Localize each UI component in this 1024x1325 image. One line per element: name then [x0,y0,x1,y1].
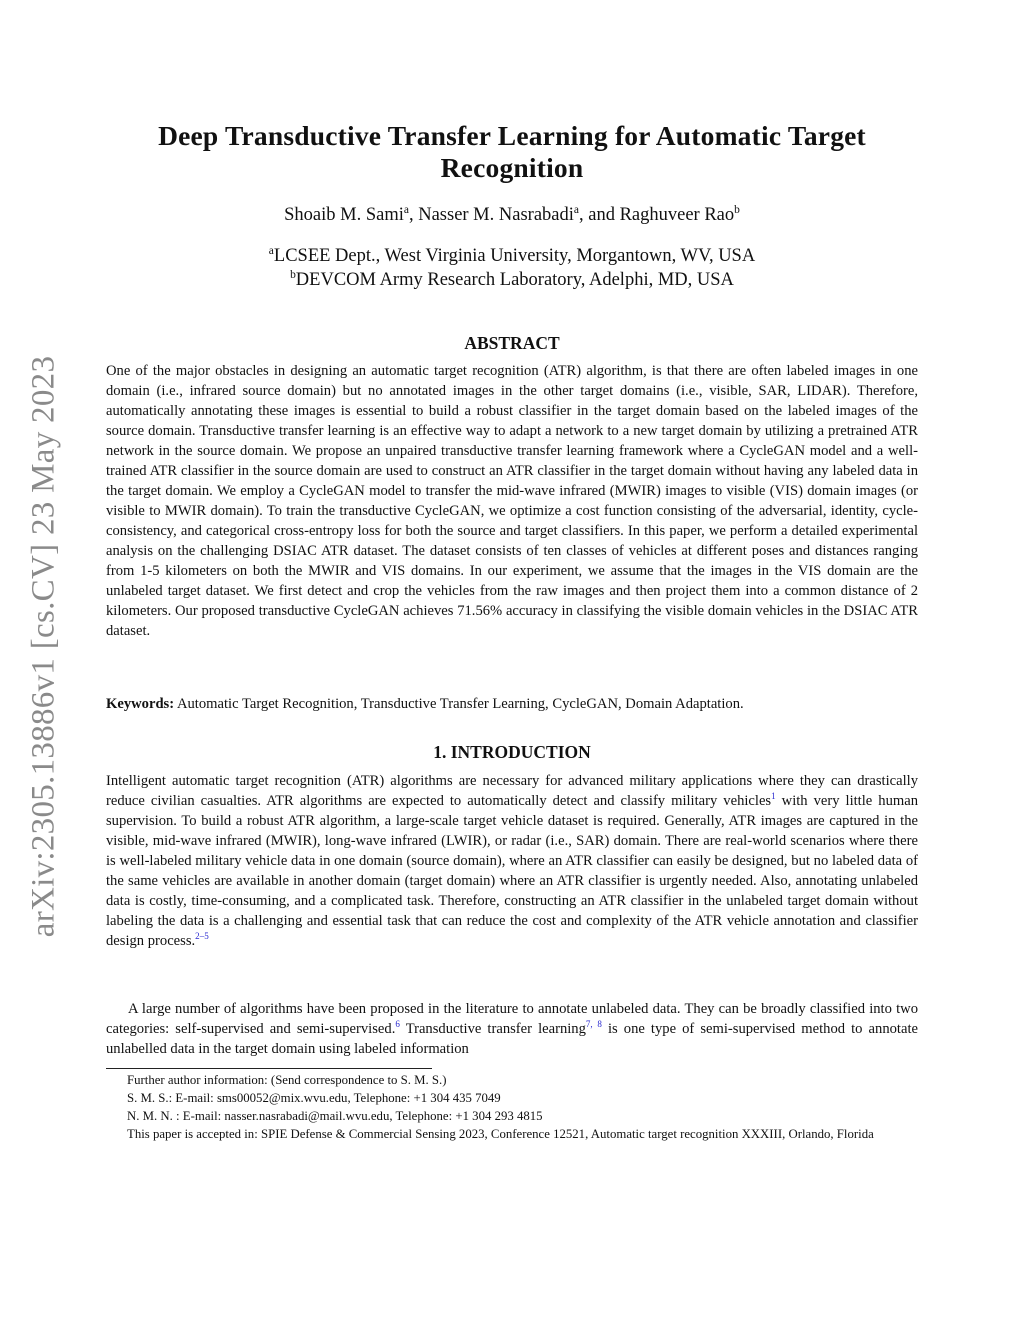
footnote-divider [106,1068,432,1069]
author-name: Shoaib M. Sami [284,205,404,225]
author-separator: , and [578,205,620,225]
citation-link[interactable]: 7, 8 [585,1019,602,1030]
intro-paragraph-1 [106,771,918,951]
paragraph-text: Transductive transfer learning [399,1021,586,1037]
affiliation-text: LCSEE Dept., West Virginia University, Morgantown, WV, USA [273,246,756,266]
citation-link[interactable]: 1 [771,791,776,802]
abstract-heading: ABSTRACT [464,333,560,353]
arxiv-side-stamp [24,348,64,944]
author-name: Raghuveer Rao [619,205,735,225]
paragraph-text: A large number of algorithms have been proposed in the literature to annotate unlabeled data. They can be broadly classified into two categories: self-supervised and semi-supervised. [106,1001,918,1037]
intro-paragraph-2 [106,999,918,1059]
affiliation-mark: a [573,203,579,216]
citation-link[interactable]: 6 [395,1019,400,1030]
author-name: Nasser M. Nasrabadi [418,205,574,225]
author-list [106,205,918,226]
footnote-block [106,1071,918,1143]
arxiv-identifier: arXiv:2305.13886v1 [cs.CV] 23 May 2023 [25,355,62,937]
author-separator: , [408,205,419,225]
affiliation-mark: b [734,203,740,216]
affiliation-mark: b [290,268,296,281]
affiliation-line [106,270,918,291]
affiliation-line [106,246,918,267]
paragraph-text: with very little human supervision. To build a robust ATR algorithm, a large-scale target vehicle dataset is required. Generally, ATR images are captured in the visible, mid-wave infrared (MWIR), long-wave infrared (LWIR), or radar (i.e., SAR) domain. There are real-world scenarios where there is well-labeled military vehicle data in one domain (source domain), where an ATR classifier can easily be designed, but no labeled data of the same vehicles are available in another domain (target domain) where an ATR classifier is urgently needed. Also, annotating unlabeled data is costly, time-consuming, and a complicated task. Therefore, constructing an ATR classifier in the unlabeled target domain without labeling the data is a challenging and essential task that can reduce the cost and complexity of the ATR vehicle annotation and classifier design process. [106,793,918,949]
footnote: Further author information: (Send correspondence to S. M. S.) [127,1073,447,1087]
paper-title: Deep Transductive Transfer Learning for Automatic Target Recognition [158,120,866,183]
footnote: This paper is accepted in: SPIE Defense & Commercial Sensing 2023, Conference 12521, Automatic target recognition XXXIII, Orlando, Florida [127,1127,874,1141]
citation-link[interactable]: 2–5 [195,931,209,942]
keywords-line [106,694,918,714]
affiliation-text: DEVCOM Army Research Laboratory, Adelphi, MD, USA [295,270,734,290]
footnote: S. M. S.: E-mail: sms00052@mix.wvu.edu, Telephone: +1 304 435 7049 [127,1091,501,1105]
keywords-label: Keywords: [106,696,175,712]
keywords-text: Automatic Target Recognition, Transductive Transfer Learning, CycleGAN, Domain Adaptation. [176,696,744,712]
section-heading-introduction: 1. INTRODUCTION [433,742,591,762]
affiliation-mark: a [268,244,274,257]
paragraph-text: Intelligent automatic target recognition (ATR) algorithms are necessary for advanced military applications where they can drastically reduce civilian casualties. ATR algorithms are expected to automatically detect and classify military vehicles [106,773,918,809]
footnote: N. M. N. : E-mail: nasser.nasrabadi@mail.wvu.edu, Telephone: +1 304 293 4815 [127,1109,543,1123]
paragraph-text: is one type of semi-supervised method to annotate unlabelled data in the target domain using labeled information [106,1021,918,1057]
affiliation-mark: a [403,203,409,216]
abstract-body: One of the major obstacles in designing an automatic target recognition (ATR) algorithm, is that there are often labeled images in one domain (i.e., infrared source domain) but no annotated images in the other target domains (i.e., visible, SAR, LIDAR). Therefore, automatically annotating these images is essential to build a robust classifier in the target domain based on the labeled images of the source domain. Transductive transfer learning is an effective way to adapt a network to a new target domain by utilizing a pretrained ATR network in the source domain. We propose an unpaired transductive transfer learning framework where a CycleGAN model and a well-trained ATR classifier in the source domain are used to construct an ATR classifier in the target domain without having any labeled data in the target domain. We employ a CycleGAN model to transfer the mid-wave infrared (MWIR) images to visible (VIS) domain images (or visible to MWIR domain). To train the transductive CycleGAN, we optimize a cost function consisting of the adversarial, identity, cycle-consistency, and categorical cross-entropy loss for both the source and target classifiers. In this paper, we perform a detailed experimental analysis on the challenging DSIAC ATR dataset. The dataset consists of ten classes of vehicles at different poses and distances ranging from 1-5 kilometers on both the MWIR and VIS domains. In our experiment, we assume that the images in the VIS domain are the unlabeled target dataset. We first detect and crop the vehicles from the raw images and then project them into a common distance of 2 kilometers. Our proposed transductive CycleGAN achieves 71.56% accuracy in classifying the visible domain vehicles in the DSIAC ATR dataset. [106,363,918,639]
